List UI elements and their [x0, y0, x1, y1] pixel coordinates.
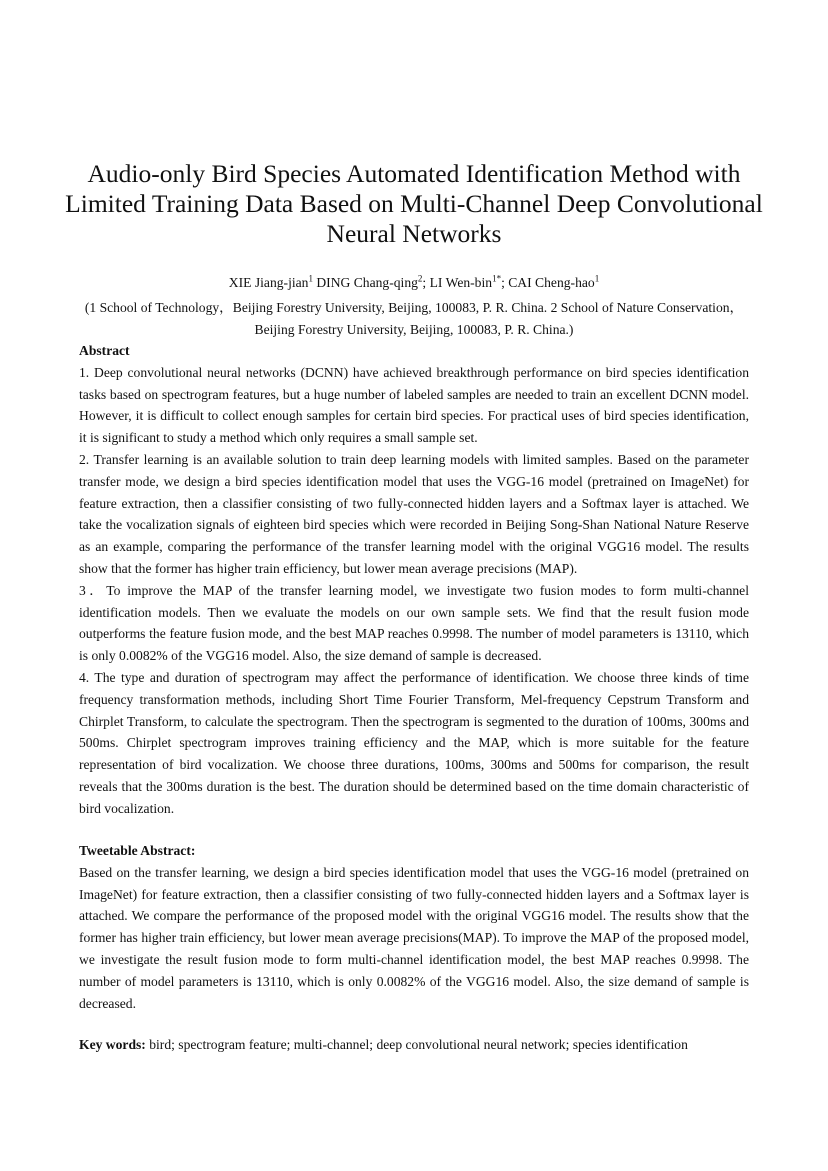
author-name: ; LI Wen-bin	[422, 275, 493, 290]
abstract-paragraph: 1. Deep convolutional neural networks (DCNN) have achieved breakthrough performance on bird species identification tasks based on spectrogram features, but a huge number of labeled samples are needed to train an excellent DCNN model. However, it is difficult to collect enough samples for certain bird species. For practical uses of bird species identification, it is significant to study a method which only requires a small sample set.	[79, 364, 749, 446]
affiliation-marker: 1*	[492, 273, 502, 284]
tweetable-abstract-heading: Tweetable Abstract:	[79, 843, 196, 858]
keywords-line	[79, 1035, 749, 1055]
keywords-text: bird; spectrogram feature; multi-channel; deep convolutional neural network; species identification	[145, 1037, 688, 1052]
abstract-section	[79, 340, 749, 820]
author-name: XIE Jiang-jian	[228, 275, 309, 290]
paper-title: Audio-only Bird Species Automated Identification Method with Limited Training Data Based on Multi-Channel Deep Convolutional Neural Networks	[65, 159, 763, 248]
abstract-paragraph: 3．To improve the MAP of the transfer learning model, we investigate two fusion modes to form multi-channel identification models. Then we evaluate the models on our own sample sets. We find that the result fusion mode outperforms the feature fusion mode, and the best MAP reaches 0.9998. The number of model parameters is 13110, which is only 0.0082% of the VGG16 model. Also, the size demand of sample is decreased.	[79, 582, 749, 664]
author-name: DING Chang-qing	[312, 275, 418, 290]
affiliation-text: (1 School of Technology，Beijing Forestry University, Beijing, 100083, P. R. China. 2 School of Nature Conservation，Beijing Forestry University, Beijing, 100083, P. R. China.)	[84, 300, 744, 337]
author-line	[0, 273, 828, 292]
author-name: ; CAI Cheng-hao	[501, 275, 595, 290]
abstract-paragraph: 2. Transfer learning is an available solution to train deep learning models with limited samples. Based on the parameter transfer mode, we design a bird species identification model that uses the VGG-16 model (pretrained on ImageNet) for feature extraction, then a classifier consisting of two fully-connected hidden layers and a Softmax layer is attached. We take the vocalization signals of eighteen bird species which were recorded in Beijing Song-Shan National Nature Reserve as an example, comparing the performance of the transfer learning model with the original VGG16 model. The results show that the former has higher train efficiency, but lower mean average precisions (MAP).	[79, 451, 749, 576]
tweetable-abstract-text: Based on the transfer learning, we design a bird species identification model that uses the VGG-16 model (pretrained on ImageNet) for feature extraction, then a classifier consisting of two fully-connected hidden layers and a Softmax layer is attached. We compare the performance of the proposed model with the original VGG16 model. The results show that the former has higher train efficiency, but lower mean average precisions(MAP). To improve the MAP of the proposed model, we investigate the result fusion mode to form multi-channel identification model, the best MAP reaches 0.9998. The number of model parameters is 13110, which is only 0.0082% of the VGG16 model. Also, the size demand of sample is decreased.	[79, 864, 749, 1011]
keywords-label: Key words:	[79, 1037, 146, 1052]
affiliation-marker: 2	[417, 273, 423, 284]
abstract-paragraph: 4. The type and duration of spectrogram may affect the performance of identification. We choose three kinds of time frequency transformation methods, including Short Time Fourier Transform, Mel-frequency Cepstrum Transform and Chirplet Transform, to calculate the spectrogram. Then the spectrogram is segmented to the duration of 100ms, 300ms and 500ms. Chirplet spectrogram improves training efficiency and the MAP, which is more suitable for the feature representation of bird vocalization. We choose three durations, 100ms, 300ms and 500ms for comparison, the result reveals that the 300ms duration is the best. The duration should be determined based on the time domain characteristic of bird vocalization.	[79, 669, 749, 816]
affiliation-marker: 1	[308, 273, 313, 284]
tweetable-abstract-section	[79, 840, 749, 1014]
abstract-heading: Abstract	[79, 343, 130, 358]
affiliation-marker: 1	[594, 273, 600, 284]
